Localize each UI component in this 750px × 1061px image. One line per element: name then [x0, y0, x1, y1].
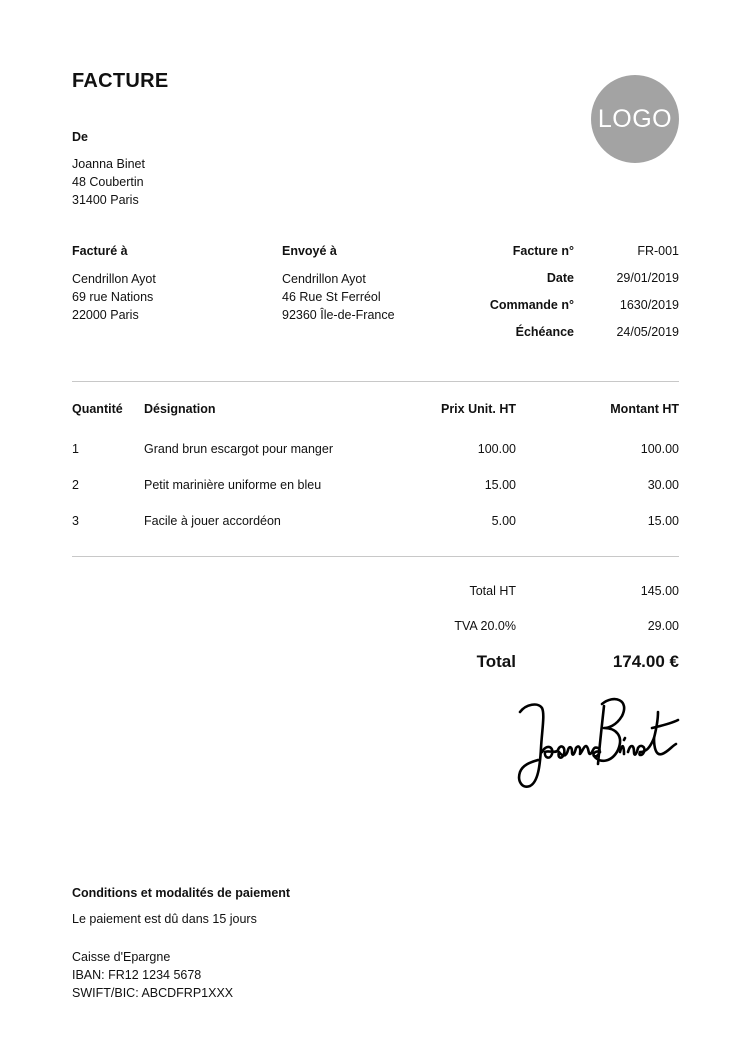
billed-to-address [72, 270, 156, 324]
divider [72, 556, 679, 557]
invoice-number-value: FR-001 [637, 244, 679, 258]
column-header-unit-price: Prix Unit. HT [440, 402, 516, 416]
tax-value: 29.00 [647, 619, 679, 633]
shipped-to-label: Envoyé à [282, 244, 337, 258]
sender-name: Joanna Binet [72, 157, 145, 171]
subtotal-label: Total HT [469, 584, 516, 598]
column-header-designation: Désignation [144, 402, 216, 416]
column-header-quantity: Quantité [72, 402, 123, 416]
grand-total-value: 174.00 € [612, 652, 679, 671]
billed-to-city: 22000 Paris [72, 308, 139, 322]
item-designation: Facile à jouer accordéon [144, 514, 281, 528]
order-number-row [470, 298, 679, 316]
due-date-row [470, 325, 679, 343]
item-unit-price: 15.00 [484, 478, 516, 492]
item-quantity: 2 [72, 478, 79, 492]
logo-text: LOGO [597, 104, 673, 133]
invoice-number-row [470, 244, 679, 262]
shipped-to-address [282, 270, 395, 324]
table-row [72, 478, 679, 496]
invoice-date-label: Date [546, 271, 574, 285]
item-designation: Grand brun escargot pour manger [144, 442, 333, 456]
item-amount: 100.00 [640, 442, 679, 456]
item-amount: 15.00 [647, 514, 679, 528]
bank-iban: IBAN: FR12 1234 5678 [72, 968, 202, 982]
bank-details [72, 948, 233, 1002]
item-designation: Petit marinière uniforme en bleu [144, 478, 322, 492]
signature [512, 690, 684, 794]
tax-row [380, 619, 679, 639]
shipped-to-name: Cendrillon Ayot [282, 272, 366, 286]
billed-to-label: Facturé à [72, 244, 128, 258]
sender-city: 31400 Paris [72, 193, 139, 207]
grand-total-row [380, 652, 679, 676]
invoice-number-label: Facture n° [512, 244, 574, 258]
subtotal-value: 145.00 [640, 584, 679, 598]
company-logo [591, 75, 679, 163]
item-amount: 30.00 [647, 478, 679, 492]
grand-total-label: Total [476, 652, 516, 671]
bank-name: Caisse d'Epargne [72, 950, 171, 964]
payment-terms-title: Conditions et modalités de paiement [72, 886, 291, 900]
order-number-value: 1630/2019 [619, 298, 679, 312]
invoice-date-row [470, 271, 679, 289]
shipped-to-street: 46 Rue St Ferréol [282, 290, 381, 304]
column-header-amount: Montant HT [610, 402, 679, 416]
item-quantity: 1 [72, 442, 79, 456]
payment-terms-text: Le paiement est dû dans 15 jours [72, 912, 257, 926]
due-date-value: 24/05/2019 [616, 325, 679, 339]
item-unit-price: 5.00 [491, 514, 516, 528]
sender-address [72, 155, 145, 209]
bank-swift: SWIFT/BIC: ABCDFRP1XXX [72, 986, 234, 1000]
tax-label: TVA 20.0% [454, 619, 516, 633]
from-label: De [72, 130, 88, 144]
due-date-label: Échéance [515, 325, 574, 339]
invoice-date-value: 29/01/2019 [616, 271, 679, 285]
table-row [72, 442, 679, 460]
item-quantity: 3 [72, 514, 79, 528]
shipped-to-city: 92360 Île-de-France [282, 308, 395, 322]
divider [72, 381, 679, 382]
item-unit-price: 100.00 [477, 442, 516, 456]
table-header [72, 402, 679, 420]
subtotal-row [380, 584, 679, 604]
order-number-label: Commande n° [489, 298, 574, 312]
billed-to-name: Cendrillon Ayot [72, 272, 156, 286]
billed-to-street: 69 rue Nations [72, 290, 154, 304]
sender-street: 48 Coubertin [72, 175, 144, 189]
table-row [72, 514, 679, 532]
page-title: FACTURE [72, 70, 169, 92]
